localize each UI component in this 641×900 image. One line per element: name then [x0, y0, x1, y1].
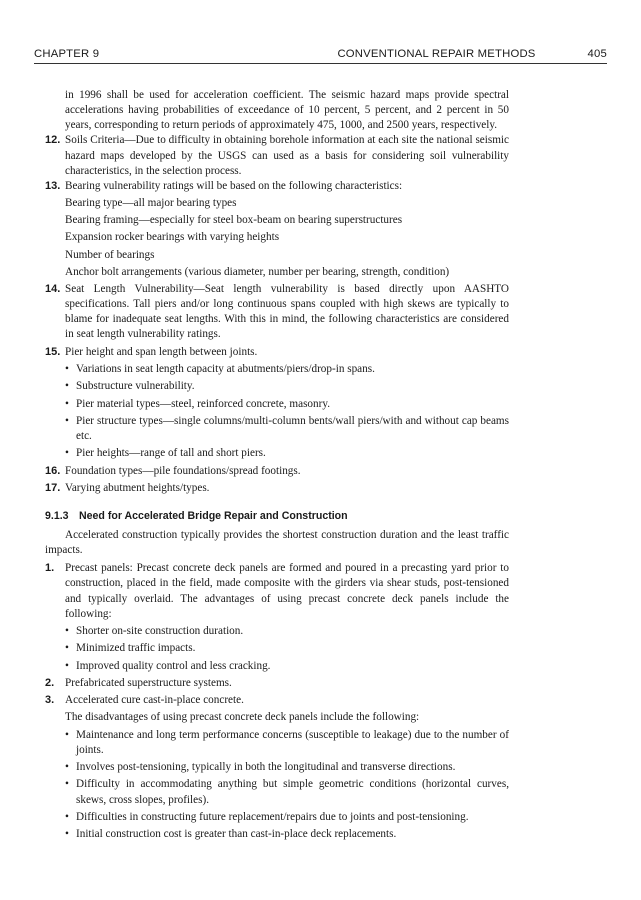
abc-item-2: [45, 676, 509, 691]
item-number: 17.: [45, 481, 61, 494]
item-number: 16.: [45, 464, 61, 477]
bullet-text: Pier heights—range of tall and short piers.: [76, 447, 266, 460]
bullet-glyph: •: [65, 828, 69, 841]
item-text: Precast panels: Precast concrete deck panels are formed and poured in a precasting yard prior to construction, placed in the field, made composite with the girders via shear studs, post-tensioned and typically overlaid. The advantages of using precast concrete deck panels include the following:: [65, 562, 509, 620]
bullet-glyph: •: [65, 414, 69, 427]
section-intro: Accelerated construction typically provides the shortest construction duration and the least traffic impacts.: [45, 529, 509, 557]
page-number: 405: [587, 48, 607, 60]
list-item-15: [45, 345, 509, 360]
bullet-item: [45, 624, 509, 639]
list-item-14: [45, 282, 509, 343]
section-number: 9.1.3: [45, 509, 69, 522]
page-body: [45, 88, 509, 842]
abc-item-1: [45, 561, 509, 622]
bullet-item: [45, 641, 509, 656]
bearing-characteristic: Bearing framing—especially for steel box-beam on bearing superstructures: [65, 214, 403, 227]
bullet-glyph: •: [65, 447, 69, 460]
item-text: Foundation types—pile foundations/spread footings.: [65, 464, 301, 477]
bullet-text: Pier material types—steel, reinforced concrete, masonry.: [76, 397, 330, 410]
chapter-title: CONVENTIONAL REPAIR METHODS: [337, 48, 536, 60]
bullet-text: Substructure vulnerability.: [76, 380, 195, 393]
bullet-text: Difficulty in accommodating anything but simple geometric conditions (horizontal curves, skews, cross slopes, profiles).: [76, 778, 509, 806]
bearing-characteristic: Bearing type—all major bearing types: [65, 197, 237, 210]
bullet-glyph: •: [65, 380, 69, 393]
item-number: 12.: [45, 134, 61, 147]
bullet-text: Minimized traffic impacts.: [76, 642, 196, 655]
item-number: 13.: [45, 179, 61, 192]
bullet-item: [45, 414, 509, 444]
item-text: Prefabricated superstructure systems.: [65, 676, 232, 689]
chapter-label: CHAPTER 9: [34, 48, 100, 60]
item-text: Pier height and span length between joints.: [65, 345, 258, 358]
list-item-12: [45, 133, 509, 178]
running-header: [34, 40, 607, 64]
bullet-glyph: •: [65, 778, 69, 791]
bullet-text: Involves post-tensioning, typically in both the longitudinal and transverse directions.: [76, 761, 456, 774]
continuation-paragraph: in 1996 shall be used for acceleration coefficient. The seismic hazard maps provide spectral accelerations having probabilities of exceedance of 10 percent, 5 percent, and 2 percent in 50 years, corresponding to return periods of approximately 475, 1000, and 2500 years, respectively.: [65, 89, 509, 132]
bullet-glyph: •: [65, 761, 69, 774]
item-text: Varying abutment heights/types.: [65, 481, 210, 494]
list-item-13: [45, 179, 509, 194]
bullet-text: Variations in seat length capacity at abutments/piers/drop-in spans.: [76, 362, 375, 375]
bullet-text: Difficulties in constructing future replacement/repairs due to joints and post-tensioning.: [76, 810, 469, 823]
bullet-glyph: •: [65, 659, 69, 672]
bullet-text: Initial construction cost is greater than cast-in-place deck replacements.: [76, 828, 397, 841]
bullet-text: Pier structure types—single columns/multi-column bents/wall piers/with and without cap beams etc.: [76, 414, 509, 443]
list-item-16: [45, 464, 509, 479]
bullet-item: [45, 760, 509, 775]
bullet-item: [45, 827, 509, 842]
bullet-item: [45, 379, 509, 394]
item-number: 1.: [45, 562, 55, 575]
item-text: Accelerated cure cast-in-place concrete.: [65, 694, 244, 707]
section-title: Need for Accelerated Bridge Repair and Construction: [79, 509, 348, 522]
bullet-glyph: •: [65, 810, 69, 823]
bearing-characteristic: Expansion rocker bearings with varying heights: [65, 231, 280, 244]
bearing-characteristic: Anchor bolt arrangements (various diameter, number per bearing, strength, condition): [65, 265, 450, 278]
item-number: 14.: [45, 282, 61, 295]
bullet-item: [45, 777, 509, 807]
item-number: 15.: [45, 345, 61, 358]
item-text: Bearing vulnerability ratings will be based on the following characteristics:: [65, 179, 403, 192]
section-heading: [45, 509, 509, 524]
bullet-glyph: •: [65, 728, 69, 741]
bullet-glyph: •: [65, 625, 69, 638]
bullet-glyph: •: [65, 642, 69, 655]
bullet-text: Shorter on-site construction duration.: [76, 625, 244, 638]
item-text: Seat Length Vulnerability—Seat length vulnerability is based directly upon AASHTO specifications. Tall piers and/or long continuous spans coupled with high skews are typically to blame for inadequate seat lengths. With this in mind, the following characteristics are considered in seat length vulnerability ratings.: [65, 282, 509, 341]
item-number: 2.: [45, 676, 55, 689]
bullet-text: Improved quality control and less cracking.: [76, 659, 271, 672]
bullet-item: [45, 659, 509, 674]
bullet-glyph: •: [65, 397, 69, 410]
bullet-item: [45, 728, 509, 758]
bullet-glyph: •: [65, 362, 69, 375]
disadvantages-intro: The disadvantages of using precast concrete deck panels include the following:: [65, 711, 420, 724]
bullet-item: [45, 446, 509, 461]
item-text: Soils Criteria—Due to difficulty in obtaining borehole information at each site the national seismic hazard maps developed by the USGS can used as a basis for considering soil vulnerability characteristics, in the selection process.: [65, 134, 509, 177]
bearing-characteristic: Number of bearings: [65, 248, 155, 261]
bullet-item: [45, 397, 509, 412]
bullet-item: [45, 810, 509, 825]
bullet-item: [45, 362, 509, 377]
item-number: 3.: [45, 694, 55, 707]
bullet-text: Maintenance and long term performance concerns (susceptible to leakage) due to the number of joints.: [76, 728, 509, 756]
abc-item-3: [45, 693, 509, 708]
list-item-17: [45, 481, 509, 496]
